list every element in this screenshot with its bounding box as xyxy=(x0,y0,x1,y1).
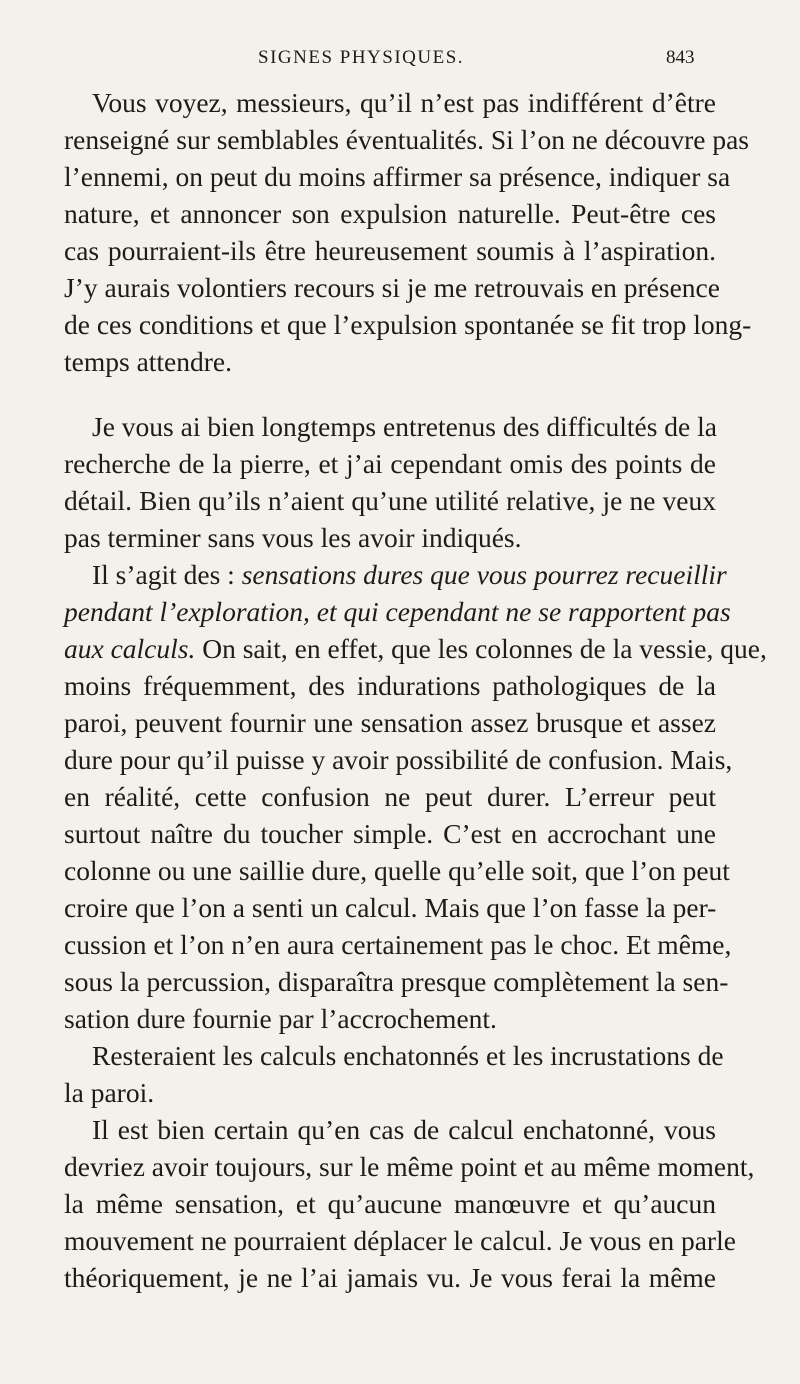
italic-run: sensations dures que vous pourrez recueillir xyxy=(241,559,727,590)
text-line: nature, et annoncer son expulsion naturelle. Peut-être ces xyxy=(64,198,716,229)
text-run: Il s’agit des : xyxy=(92,559,242,590)
text-line: Je vous ai bien longtemps entretenus des difficultés de la xyxy=(92,411,717,442)
text-line: surtout naître du toucher simple. C’est en accrochant une xyxy=(64,818,716,849)
text-line: sation dure fournie par l’accrochement. xyxy=(64,1003,497,1034)
text-line: Resteraient les calculs enchatonnés et les incrustations de xyxy=(92,1040,724,1071)
text-line: cas pourraient-ils être heureusement soumis à l’aspiration. xyxy=(64,235,716,266)
paragraph-5 xyxy=(64,1111,755,1296)
text-line xyxy=(64,593,731,630)
body-text xyxy=(64,84,767,1296)
italic-run: aux calculs. xyxy=(64,633,196,664)
text-line: détail. Bien qu’ils n’aient qu’une utilité relative, je ne veux xyxy=(64,485,716,516)
text-line: colonne ou une saillie dure, quelle qu’elle soit, que l’on peut xyxy=(64,855,730,886)
text-line xyxy=(64,630,767,667)
paragraph-4 xyxy=(64,1037,724,1111)
text-line: pas terminer sans vous les avoir indiqués. xyxy=(64,522,522,553)
text-line: Vous voyez, messieurs, qu’il n’est pas indifférent d’être xyxy=(92,87,716,118)
text-line: la même sensation, et qu’aucune manœuvre et qu’aucun xyxy=(64,1188,716,1219)
text-line: la paroi. xyxy=(64,1077,155,1108)
text-run: On sait, en effet, que les colonnes de la vessie, que, xyxy=(195,633,767,664)
paragraph-3 xyxy=(64,556,767,1037)
text-line: recherche de la pierre, et j’ai cependant omis des points de xyxy=(64,448,716,479)
text-line: sous la percussion, disparaîtra presque complètement la sen- xyxy=(64,966,729,997)
text-line: devriez avoir toujours, sur le même point et au même moment, xyxy=(64,1151,755,1182)
text-line: Il est bien certain qu’en cas de calcul enchatonné, vous xyxy=(92,1114,716,1145)
text-line: en réalité, cette confusion ne peut durer. L’erreur peut xyxy=(64,781,716,812)
text-line: croire que l’on a senti un calcul. Mais que l’on fasse la per- xyxy=(64,892,717,923)
text-line: théoriquement, je ne l’ai jamais vu. Je vous ferai la même xyxy=(64,1262,716,1293)
italic-run: pendant l’exploration, et qui cependant ne se rapportent pas xyxy=(64,596,731,627)
paragraph-spacer xyxy=(64,380,716,408)
text-line: moins fréquemment, des indurations pathologiques de la xyxy=(64,670,716,701)
paragraph-2 xyxy=(64,408,716,556)
text-line: de ces conditions et que l’expulsion spontanée se fit trop long- xyxy=(64,309,752,340)
running-head xyxy=(0,47,800,73)
text-line: dure pour qu’il puisse y avoir possibilité de confusion. Mais, xyxy=(64,744,733,775)
text-line: l’ennemi, on peut du moins affirmer sa présence, indiquer sa xyxy=(64,161,731,192)
text-line: paroi, peuvent fournir une sensation assez brusque et assez xyxy=(64,707,716,738)
text-line: J’y aurais volontiers recours si je me retrouvais en présence xyxy=(64,272,720,303)
running-title: SIGNES PHYSIQUES. xyxy=(258,47,465,68)
text-line: cussion et l’on n’en aura certainement pas le choc. Et même, xyxy=(64,929,732,960)
text-line: mouvement ne pourraient déplacer le calcul. Je vous en parle xyxy=(64,1225,736,1256)
page-number: 843 xyxy=(666,47,695,68)
text-line xyxy=(64,556,727,593)
paragraph-1 xyxy=(64,84,752,380)
text-line: temps attendre. xyxy=(64,346,232,377)
text-line: renseigné sur semblables éventualités. Si l’on ne découvre pas xyxy=(64,124,750,155)
